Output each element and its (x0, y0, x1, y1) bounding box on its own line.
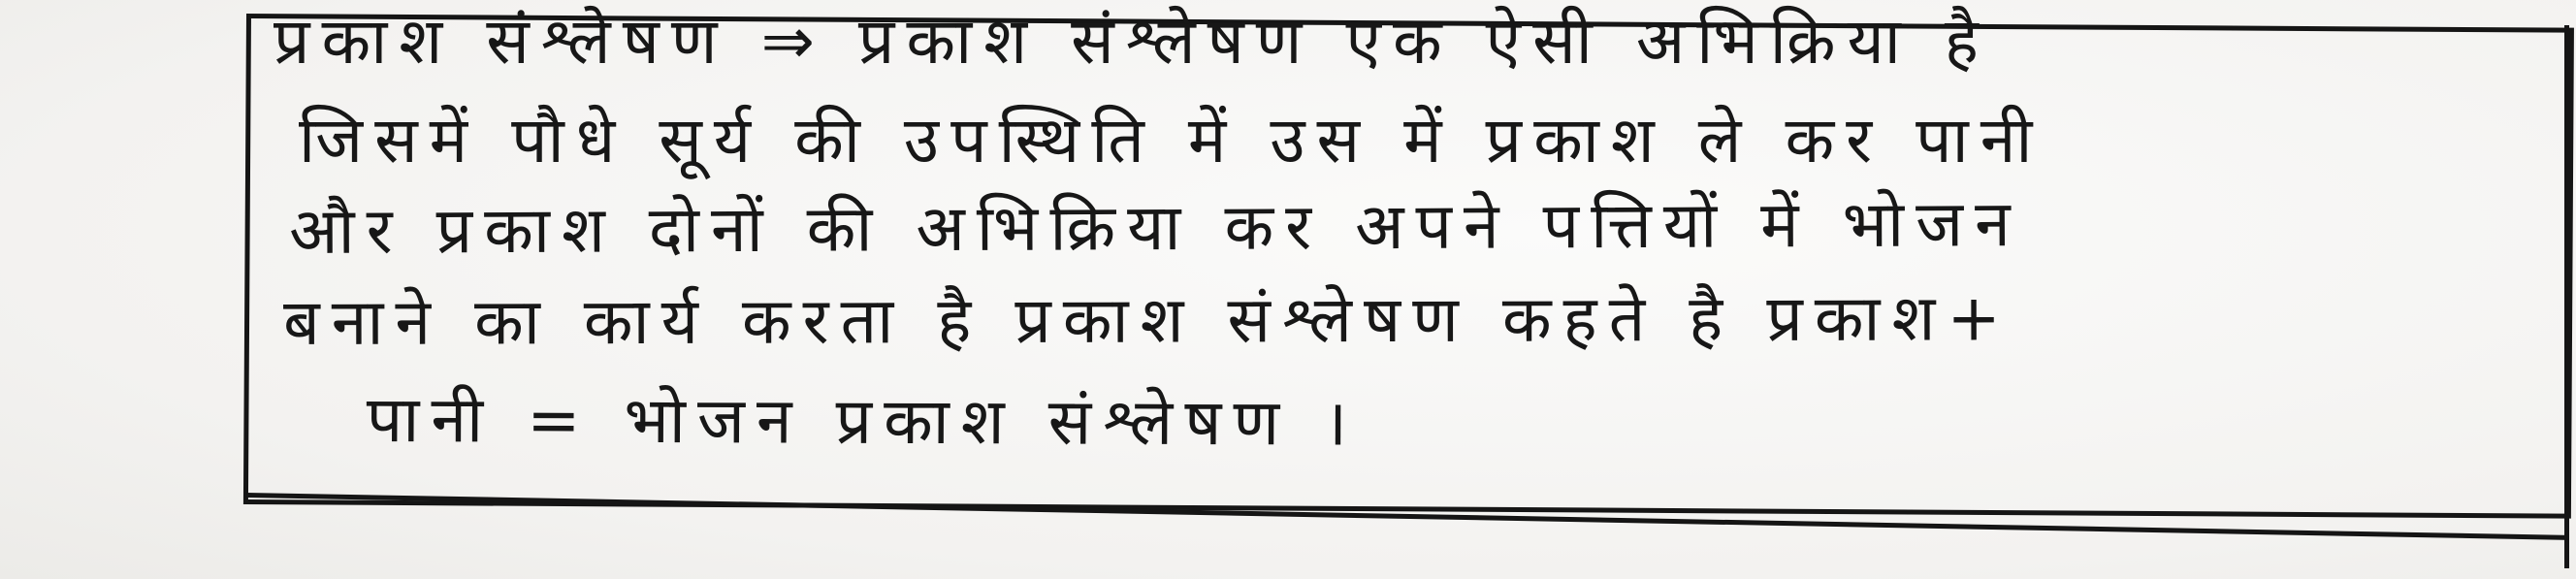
note-line-4: बनाने का कार्य करता है प्रकाश संश्लेषण कहते है प्रकाश+ (282, 280, 2012, 360)
answer-box-right-border (2564, 25, 2569, 568)
note-line-2: जिसमें पौधे सूर्य की उपस्थिति में उस में प्रकाश ले कर पानी (299, 103, 2045, 177)
note-line-3: और प्रकाश दोनों की अभिक्रिया कर अपने पत्तियों में भोजन (288, 186, 2022, 269)
note-line-1: प्रकाश संश्लेषण ⇒ प्रकाश संश्लेषण एक ऐसी अभिक्रिया है (274, 4, 1990, 79)
note-line-5: पानी = भोजन प्रकाश संश्लेषण । (366, 382, 1360, 461)
